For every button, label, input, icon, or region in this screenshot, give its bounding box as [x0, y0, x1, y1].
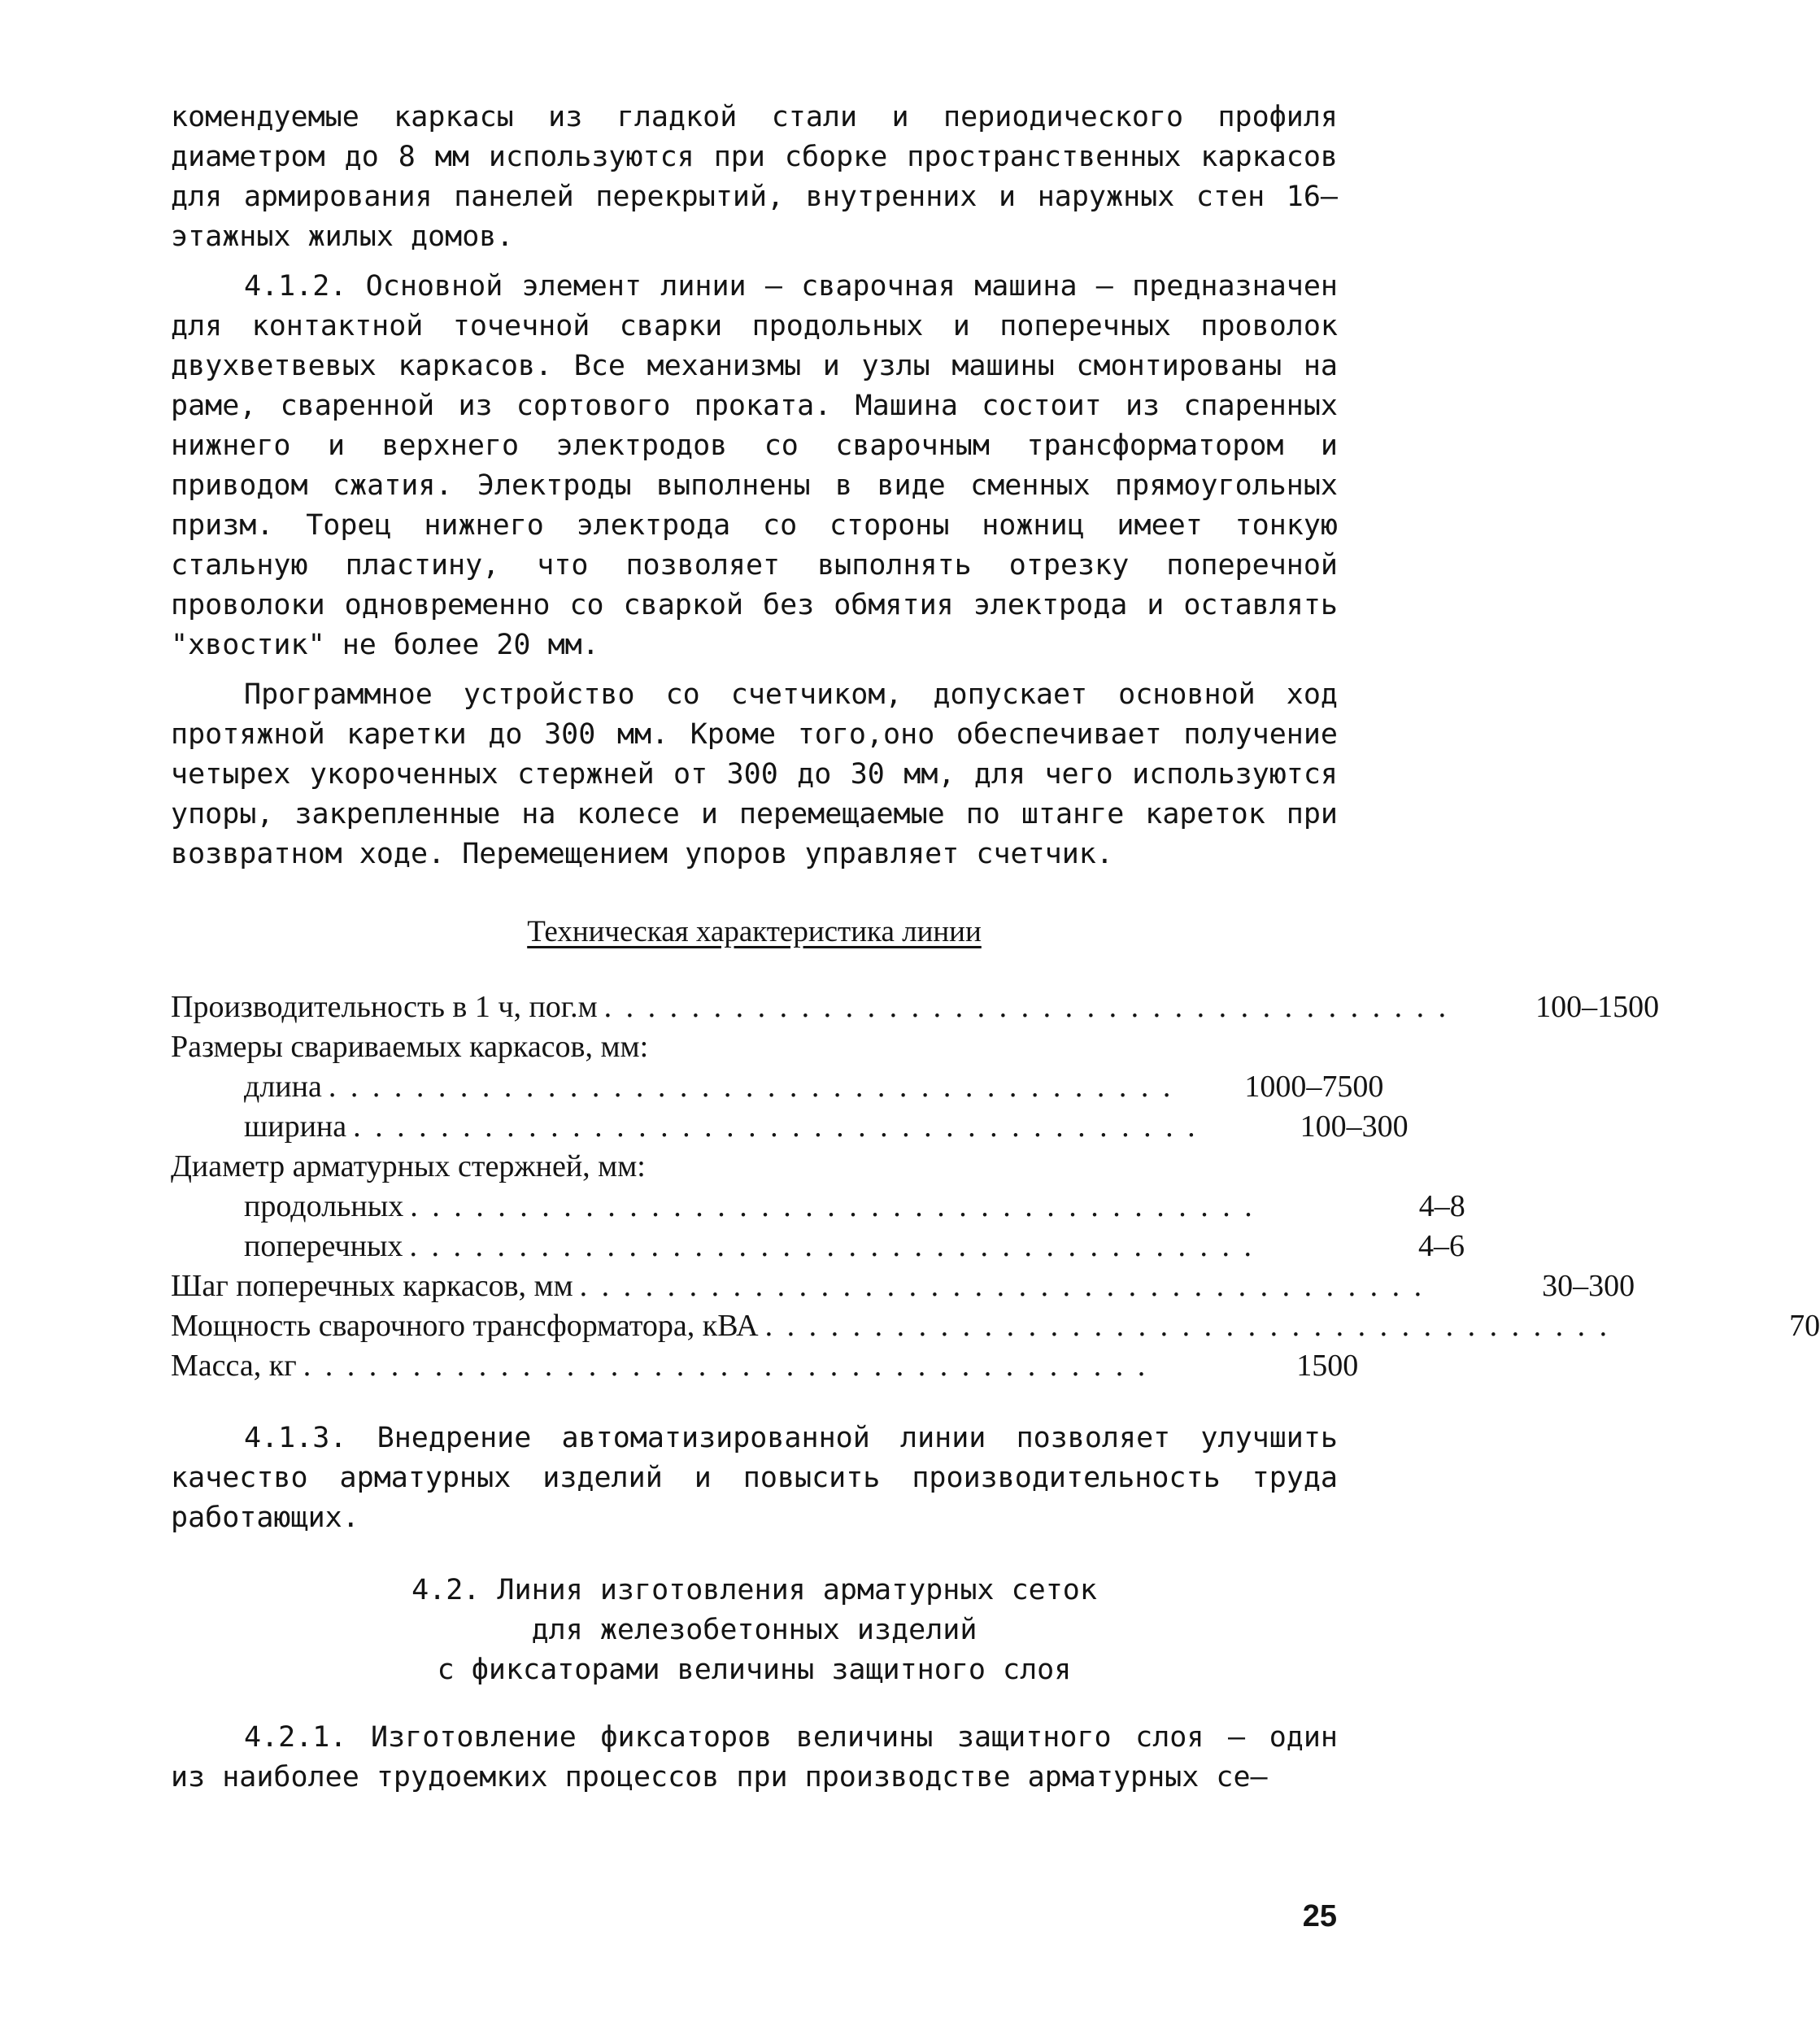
leader-dots: . . . . . . . . . . . . . . . . . . . . . . . . . . . . . . . . . . . . . . .	[303, 1349, 1149, 1383]
spec-label: поперечных	[244, 1229, 403, 1263]
spec-row-pitch	[171, 1266, 1635, 1306]
spec-value: 1500	[1296, 1349, 1359, 1383]
section-title-line-2: для железобетонных изделий	[531, 1614, 977, 1646]
spec-label: Производительность в 1 ч, пог.м	[171, 990, 598, 1024]
spec-group-diameter	[171, 1147, 1338, 1187]
spec-value: 70	[1789, 1309, 1820, 1343]
leader-dots: . . . . . . . . . . . . . . . . . . . . . . . . . . . . . . . . . . . . . . .	[353, 1109, 1199, 1144]
section-heading-4-2	[171, 1571, 1338, 1690]
spec-label: ширина	[244, 1109, 347, 1144]
page	[171, 98, 1820, 1798]
spec-label: Масса, кг	[171, 1349, 297, 1383]
spec-value: 4–8	[1418, 1189, 1465, 1223]
spec-value: 1000–7500	[1244, 1070, 1384, 1104]
paragraph-4-1-2: 4.1.2. Основной элемент линии – сварочная машина – предназначен для контактной точечной сварки продольных и поперечных проволок двухветвевых каркасов. Все механизмы и узлы машины смонтированы на раме, сваренной из сортового проката. Машина состоит из спаренных нижнего и верхнего электродов со сварочным трансформатором и приводом сжатия. Электроды выполнены в виде сменных прямоугольных призм. Торец нижнего электрода со стороны ножниц имеет тонкую стальную пластину, что позволяет выполнять отрезку поперечной проволоки одновременно со сваркой без обмятия электрода и оставлять "хвостик" не более 20 мм.	[171, 270, 1338, 661]
spec-row-mass	[171, 1346, 1359, 1386]
leader-dots: . . . . . . . . . . . . . . . . . . . . . . . . . . . . . . . . . . . . . . .	[579, 1269, 1426, 1303]
paragraph-continuation: комендуемые каркасы из гладкой стали и периодического профиля диаметром до 8 мм используются при сборке пространственных каркасов для армирования панелей перекрытий, внутренних и наружных стен 16–этажных жилых домов.	[171, 101, 1338, 253]
spec-value: 30–300	[1542, 1269, 1635, 1303]
section-title-line-1: 4.2. Линия изготовления арматурных сеток	[411, 1574, 1097, 1606]
spec-row-productivity	[171, 987, 1660, 1027]
page-number: 25	[1302, 1899, 1337, 1933]
leader-dots: . . . . . . . . . . . . . . . . . . . . . . . . . . . . . . . . . . . . . . .	[603, 990, 1450, 1024]
spec-row-power	[171, 1306, 1820, 1346]
spec-value: 100–1500	[1535, 990, 1660, 1024]
spec-row-longitudinal	[171, 1187, 1465, 1227]
leader-dots: . . . . . . . . . . . . . . . . . . . . . . . . . . . . . . . . . . . . . . .	[328, 1070, 1174, 1104]
spec-label: продольных	[244, 1189, 404, 1223]
spec-value: 4–6	[1417, 1229, 1465, 1263]
spec-group-label: Размеры свариваемых каркасов, мм:	[171, 1030, 649, 1064]
spec-label: Шаг поперечных каркасов, мм	[171, 1269, 573, 1303]
paragraph-4-1-3: 4.1.3. Внедрение автоматизированной линии позволяет улучшить качество арматурных изделий и повысить производительность труда работающих.	[171, 1422, 1338, 1534]
spec-title: Техническая характеристика линии	[527, 915, 982, 948]
spec-value: 100–300	[1300, 1109, 1409, 1144]
paragraph-program-device: Программное устройство со счетчиком, допускает основной ход протяжной каретки до 300 мм. Кроме того,оно обеспечивает получение четырех укороченных стержней от 300 до 30 мм, для чего используются упоры, закрепленные на колесе и перемещаемые по штанге кареток при возвратном ходе. Перемещением упоров управляет счетчик.	[171, 678, 1338, 870]
paragraph-4-2-1: 4.2.1. Изготовление фиксаторов величины защитного слоя – один из наиболее трудоемких процессов при производстве арматурных се–	[171, 1721, 1338, 1794]
leader-dots: . . . . . . . . . . . . . . . . . . . . . . . . . . . . . . . . . . . . . . .	[410, 1189, 1256, 1223]
spec-group-label: Диаметр арматурных стержней, мм:	[171, 1149, 646, 1183]
spec-list	[171, 987, 1820, 1386]
spec-row-transverse	[171, 1227, 1465, 1266]
section-title-line-3: с фиксаторами величины защитного слоя	[437, 1654, 1072, 1686]
leader-dots: . . . . . . . . . . . . . . . . . . . . . . . . . . . . . . . . . . . . . . .	[764, 1309, 1611, 1343]
spec-label: длина	[244, 1070, 322, 1104]
spec-label: Мощность сварочного трансформатора, кВА	[171, 1309, 759, 1343]
spec-row-length	[171, 1067, 1384, 1107]
spec-group-frame-sizes	[171, 1027, 1338, 1067]
leader-dots: . . . . . . . . . . . . . . . . . . . . . . . . . . . . . . . . . . . . . . .	[409, 1229, 1255, 1263]
spec-row-width	[171, 1107, 1409, 1147]
